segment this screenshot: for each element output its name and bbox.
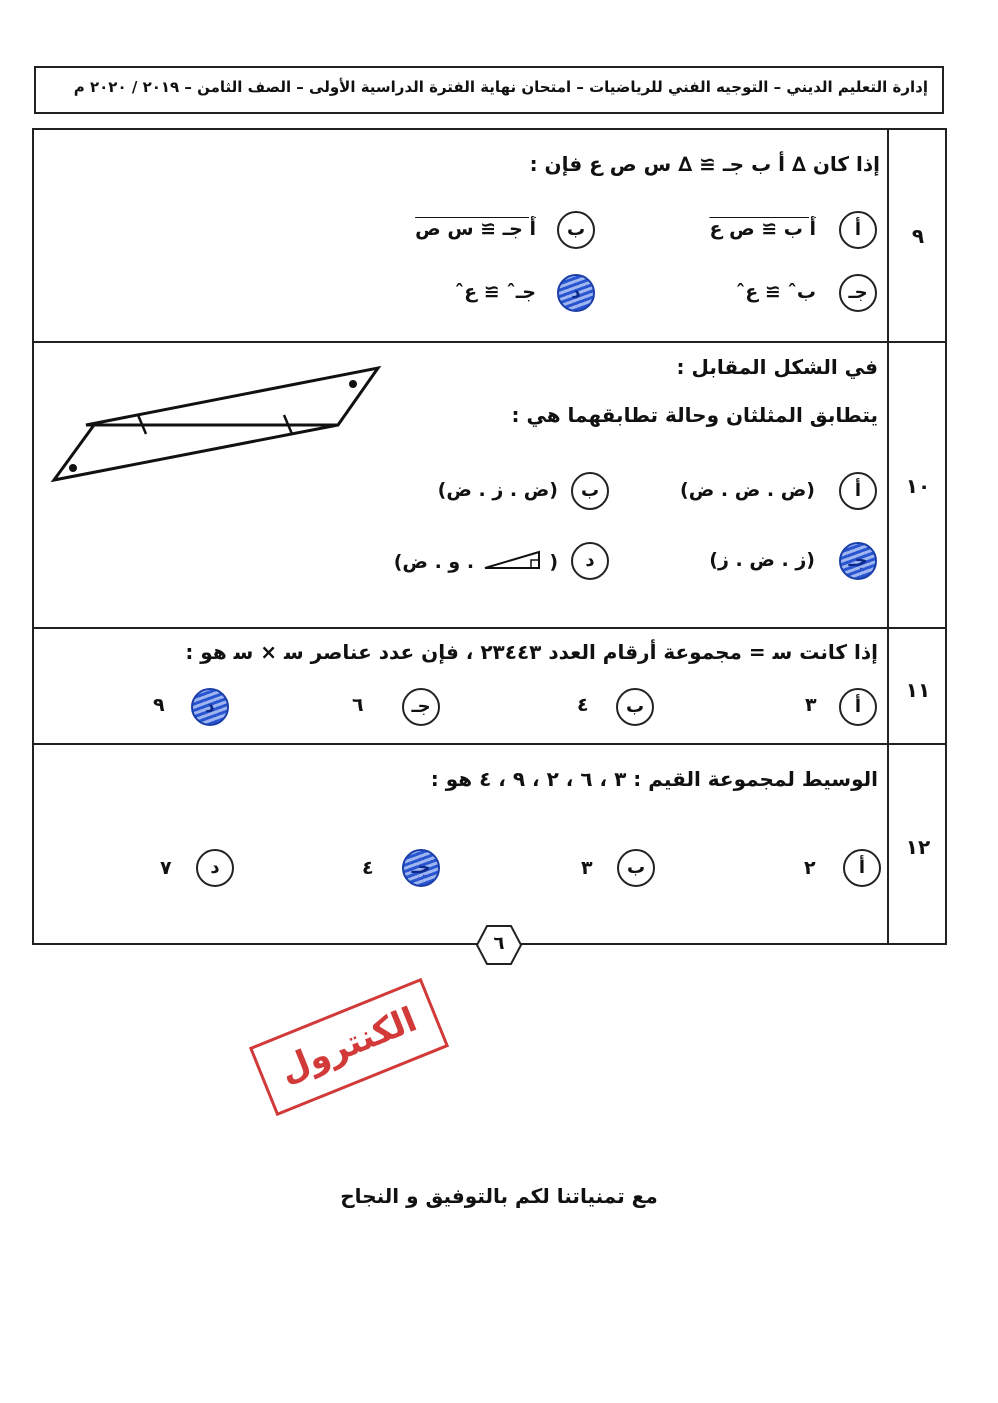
question-number: ١١	[905, 678, 931, 702]
right-angle-triangle-icon	[481, 549, 543, 571]
option-text-c: ٦	[352, 694, 364, 716]
page-number	[475, 924, 523, 966]
option-text-a: (ض . ض . ض)	[680, 479, 815, 501]
question-stem: في الشكل المقابل :	[676, 355, 878, 379]
header-text: إدارة التعليم الديني – التوجيه الفني للرياضيات – امتحان نهاية الفترة الدراسية الأولى – الصف الثامن – ٢٠١٩ / ٢٠٢٠ م	[73, 78, 928, 96]
option-text-a: ٢	[804, 857, 816, 879]
option-bubble-b[interactable]: ب	[571, 472, 609, 510]
option-bubble-a[interactable]: أ	[843, 849, 881, 887]
option-text-d: ٧	[160, 857, 172, 879]
option-text-b: ٣	[581, 857, 593, 879]
option-bubble-c[interactable]: جـ	[402, 688, 440, 726]
option-bubble-a[interactable]: أ	[839, 688, 877, 726]
question-stem: الوسيط لمجموعة القيم : ٣ ، ٦ ، ٢ ، ٩ ، ٤ هو :	[430, 767, 878, 791]
option-text-b: (ض . ز . ض)	[437, 479, 558, 501]
option-bubble-c[interactable]: جـ	[839, 542, 877, 580]
number-column-divider	[887, 128, 889, 945]
question-stem: يتطابق المثلثان وحالة تطابقهما هي :	[511, 403, 878, 427]
option-bubble-b[interactable]: ب	[557, 211, 595, 249]
option-text-d: جـˆ ≅ عˆ	[454, 281, 536, 303]
question-number: ٩	[911, 224, 925, 248]
option-text-d	[394, 549, 558, 573]
control-stamp: الكنترول	[249, 978, 449, 1116]
row-divider	[32, 627, 947, 629]
option-text-d-close: . و . ض)	[393, 551, 475, 573]
option-text-b: أ جـ ≅ س ص	[415, 218, 536, 240]
row-divider	[32, 341, 947, 343]
option-bubble-d[interactable]: د	[196, 849, 234, 887]
questions-table	[32, 128, 947, 945]
option-text-c: بˆ ≅ عˆ	[735, 281, 816, 303]
option-text-d-open: (	[549, 551, 558, 573]
question-number: ١٢	[905, 835, 931, 859]
option-text-d: ٩	[153, 694, 165, 716]
question-number: ١٠	[905, 474, 931, 498]
exam-header	[34, 66, 944, 114]
option-bubble-c[interactable]: جـ	[402, 849, 440, 887]
option-text-c: (ز . ض . ز)	[709, 549, 815, 571]
option-bubble-c[interactable]: جـ	[839, 274, 877, 312]
footer-wishes: مع تمنياتنا لكم بالتوفيق و النجاح	[340, 1184, 658, 1208]
option-bubble-d[interactable]: د	[191, 688, 229, 726]
question-stem: إذا كان ∆ أ ب جـ ≅ ∆ س ص ع فإن :	[529, 152, 880, 176]
option-text-b: ٤	[577, 694, 589, 716]
question-stem: إذا كانت س‍ = مجموعة أرقام العدد ٢٣٤٤٣ ، فإن عدد عناصر س‍ × س‍ هو :	[185, 640, 878, 664]
option-bubble-b[interactable]: ب	[616, 688, 654, 726]
option-text-c: ٤	[362, 857, 374, 879]
option-bubble-a[interactable]: أ	[839, 211, 877, 249]
option-bubble-d[interactable]: د	[571, 542, 609, 580]
row-divider	[32, 743, 947, 745]
option-text-a: أ ب ≅ ص ع	[709, 218, 816, 240]
page-number-label: ٦	[493, 933, 505, 954]
option-bubble-a[interactable]: أ	[839, 472, 877, 510]
option-bubble-b[interactable]: ب	[617, 849, 655, 887]
congruent-triangles-figure	[48, 362, 388, 487]
option-text-a: ٣	[805, 694, 817, 716]
option-bubble-d[interactable]: د	[557, 274, 595, 312]
